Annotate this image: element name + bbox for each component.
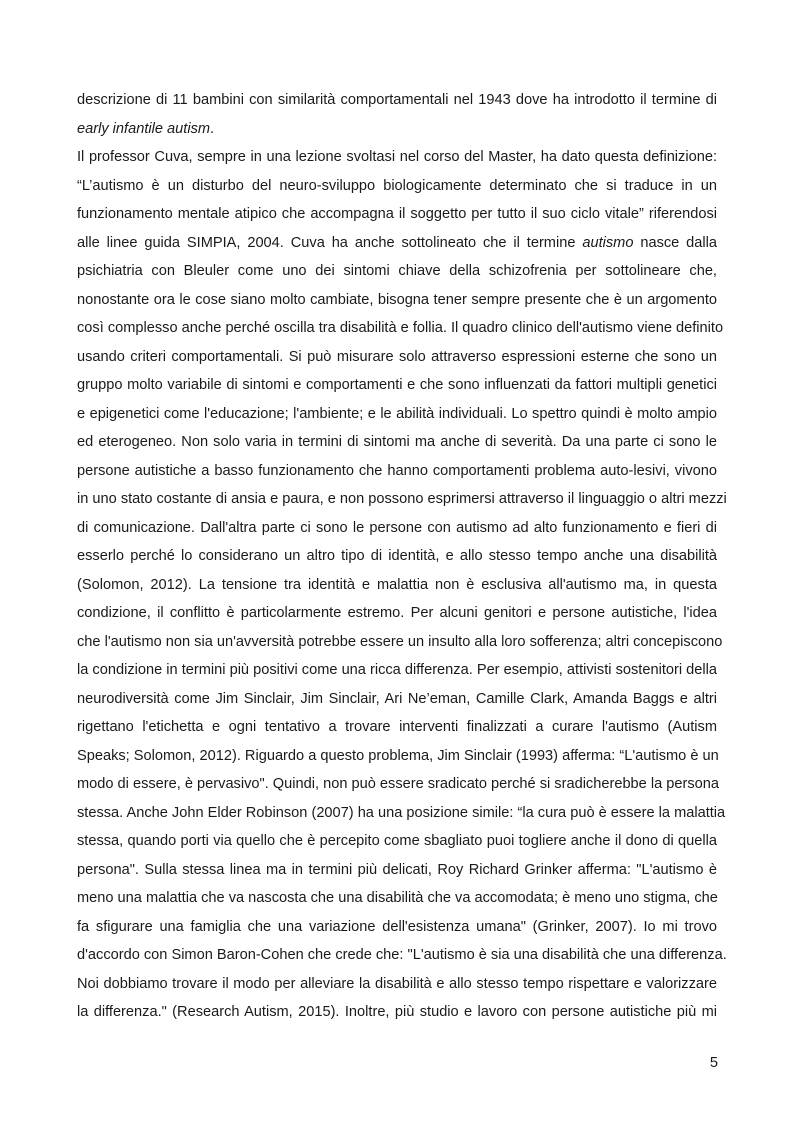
text-segment: (Solomon, 2012). La tensione tra identità e malattia non è esclusiva all'autismo ma, in questa (77, 576, 717, 593)
text-line (77, 742, 717, 771)
text-segment: stessa, quando porti via quello che è percepito come sbagliato puoi togliere anche il dono di quella (77, 833, 717, 849)
document-body (77, 86, 727, 1027)
text-line (77, 371, 717, 400)
text-line (77, 428, 717, 457)
text-segment: la condizione in termini più positivi come una ricca differenza. Per esempio, attivisti sostenitori della (77, 662, 717, 678)
text-line (77, 799, 726, 828)
text-line (77, 343, 717, 372)
text-line (77, 172, 717, 201)
text-segment: . (210, 120, 215, 137)
text-segment: neurodiversità come Jim Sinclair, Jim Sinclair, Ari Ne’eman, Camille Clark, Amanda Baggs e altri (77, 690, 717, 707)
text-segment: ed eterogeneo. Non solo varia in termini di sintomi ma anche di severità. Da una parte ci sono le (77, 434, 717, 450)
text-segment: “L’autismo è un disturbo del neuro-sviluppo biologicamente determinato che si traduce in un (77, 177, 717, 194)
text-segment: Il professor Cuva, sempre in una lezione svoltasi nel corso del Master, ha dato questa definizione: (77, 149, 717, 165)
text-segment: stessa. Anche John Elder Robinson (2007) ha una posizione simile: “la cura può è essere la malattia (77, 804, 726, 821)
text-segment: psichiatria con Bleuler come uno dei sintomi chiave della schizofrenia per sottolineare che, (77, 263, 717, 279)
text-line (77, 542, 717, 571)
text-segment: così complesso anche perché oscilla tra disabilità e follia. Il quadro clinico dell'autismo viene definito (77, 320, 724, 336)
text-segment: alle linee guida SIMPIA, 2004. Cuva ha anche sottolineato che il termine (77, 234, 583, 251)
text-line (77, 970, 717, 999)
text-segment: gruppo molto variabile di sintomi e comportamenti e che sono influenzati da fattori multipli genetici (77, 377, 717, 393)
text-segment: che l'autismo non sia un'avversità potrebbe essere un insulto alla loro sofferenza; altri concepiscono (77, 633, 723, 650)
text-line (77, 86, 717, 115)
text-line (77, 599, 717, 628)
text-segment: Noi dobbiamo trovare il modo per alleviare la disabilità e allo stesso tempo rispettare e valorizzare (77, 975, 717, 992)
text-segment: Speaks; Solomon, 2012). Riguardo a questo problema, Jim Sinclair (1993) afferma: “L'autismo è un (77, 747, 719, 764)
italic-text: autismo (582, 234, 634, 251)
text-line (77, 286, 717, 315)
text-segment: modo di essere, è pervasivo". Quindi, non può essere sradicato perché si sradicherebbe la persona (77, 776, 719, 792)
text-segment: rigettano l'etichetta e ogni tentativo a trovare interventi finalizzati a curare l'autismo (Autism (77, 719, 717, 735)
text-segment: meno una malattia che va nascosta che una disabilità che va accomodata; è meno uno stigma, che (77, 890, 718, 906)
text-line (77, 827, 717, 856)
italic-text: early infantile autism (77, 120, 211, 137)
text-line (77, 685, 717, 714)
text-line (77, 400, 717, 429)
text-segment: la differenza." (Research Autism, 2015). Inoltre, più studio e lavoro con persone autistiche più mi (77, 1004, 717, 1020)
text-segment: nonostante ora le cose siano molto cambiate, bisogna tener sempre presente che è un argomento (77, 291, 717, 308)
text-line (77, 998, 717, 1027)
text-segment: e epigenetici come l'educazione; l'ambiente; e le abilità individuali. Lo spettro quindi è molto ampio (77, 405, 717, 422)
text-segment: funzionamento mentale atipico che accompagna il soggetto per tutto il suo ciclo vitale” riferendosi (77, 206, 717, 222)
text-segment: nasce dalla (633, 234, 718, 251)
text-line (77, 200, 717, 229)
text-line (77, 514, 717, 543)
text-line (77, 770, 717, 799)
text-segment: persona". Sulla stessa linea ma in termini più delicati, Roy Richard Grinker afferma: "L'autismo è (77, 861, 717, 878)
text-segment: in uno stato costante di ansia e paura, e non possono esprimersi attraverso il linguaggio o altri mezzi (77, 491, 727, 507)
text-segment: usando criteri comportamentali. Si può misurare solo attraverso espressioni esterne che sono un (77, 348, 717, 365)
text-line (77, 713, 717, 742)
text-line (77, 913, 717, 942)
text-line (77, 571, 717, 600)
text-line (77, 884, 717, 913)
text-segment: fa sfigurare una famiglia che una variazione dell'esistenza umana" (Grinker, 2007). Io mi trovo (77, 918, 717, 935)
text-line (77, 115, 717, 144)
text-segment: persone autistiche a basso funzionamento che hanno comportamenti problema auto-lesivi, vivono (77, 462, 717, 479)
text-line (77, 485, 727, 514)
text-segment: esserlo perché lo considerano un altro tipo di identità, e allo stesso tempo anche una disabilità (77, 548, 717, 564)
text-segment: d'accordo con Simon Baron-Cohen che crede che: "L'autismo è sia una disabilità che una differenza. (77, 947, 727, 963)
text-line (77, 143, 717, 172)
text-line (77, 257, 717, 286)
text-segment: descrizione di 11 bambini con similarità comportamentali nel 1943 dove ha introdotto il termine di (77, 92, 717, 108)
text-segment: condizione, il conflitto è particolarmente estremo. Per alcuni genitori e persone autistiche, l'idea (77, 605, 717, 621)
text-segment: di comunicazione. Dall'altra parte ci sono le persone con autismo ad alto funzionamento e fieri di (77, 519, 717, 536)
text-line (77, 656, 717, 685)
text-line (77, 628, 723, 657)
text-line (77, 314, 724, 343)
text-line (77, 941, 727, 970)
text-line (77, 229, 717, 258)
text-line (77, 457, 717, 486)
text-line (77, 856, 717, 885)
page-number: 5 (709, 1055, 718, 1071)
